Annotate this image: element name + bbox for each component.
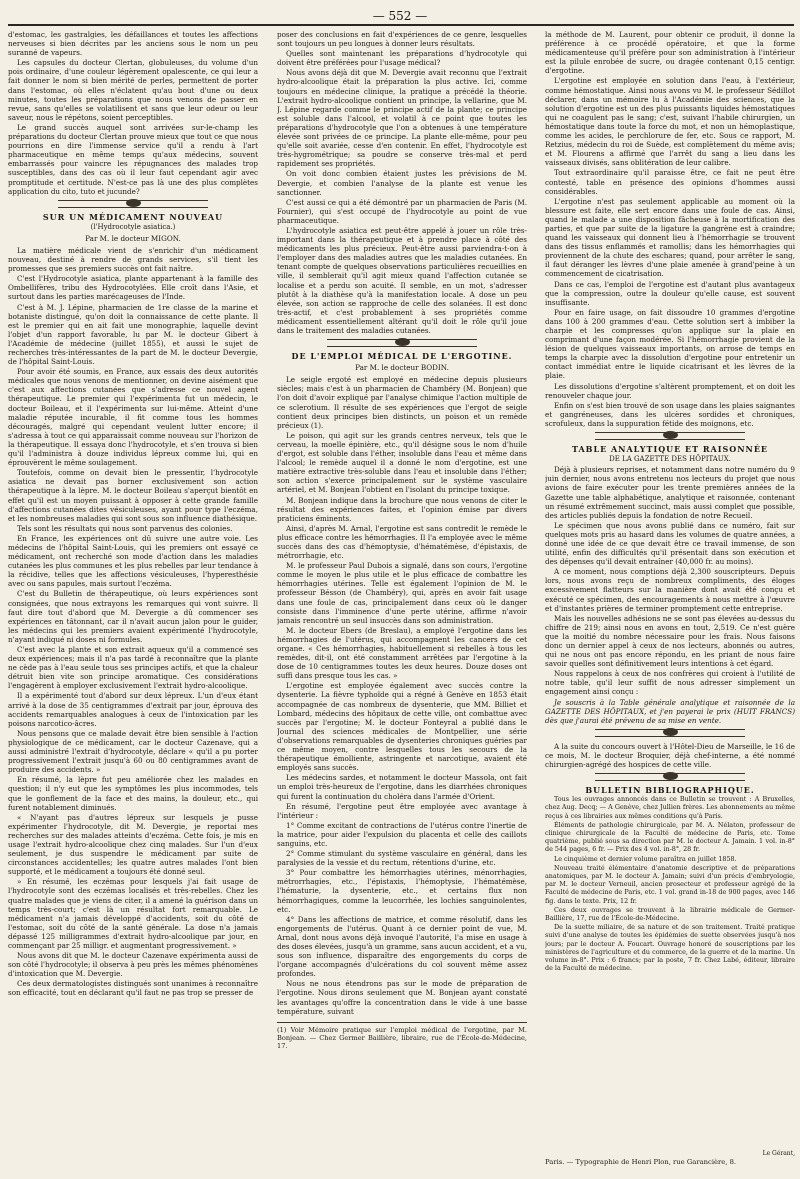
paragraph: Quelles sont maintenant les préparations d'hydrocotyle qui doivent être préférées pour l'usage médical? [277, 49, 527, 68]
paragraph: L'ergotine est employée également avec succès contre la dysenterie. La fièvre typhoïde qui a régné à Genève en 1853 était accompagnée de cas nombreux de dysenterie, que MM. Billiet et Lombard, médecins des hôpitaux de cette ville, ont combattue avec succès par l'ergotine; M. le docteur Fonteyral a publié dans le Journal des sciences médicales de Montpellier, une série d'observations remarquables de dysenteries chroniques guéries par ce même moyen, contre lesquelles tous les secours de la thérapeutique émolliente, astringente et narcotique, avaient été employés sans succès. [277, 681, 527, 773]
paragraph: C'est à M. J. Lépine, pharmacien de 1re classe de la marine et botaniste distingué, qu'on doit la connaissance de cette plante. Il est le premier qui en ait fait une monographie, laquelle devint l'objet d'un rapport favorable, lu par M. le docteur Gibert à l'Académie de médecine (juillet 1855), et aussi le sujet de recherches très-intéressantes de la part de M. le docteur Devergie, de l'hôpital Saint-Louis. [8, 302, 258, 367]
paragraph: En France, les expériences ont dû suivre une autre voie. Les médecins de l'hôpital Saint-Louis, qui les premiers ont essayé ce médicament, ont recherché son mode d'action dans les maladies cutanées les plus communes et les plus rebelles par leur tendance à la récidive, telles que les affections vésiculeuses, l'hyperesthésie avec ou sans papules, mais surtout l'eczéma. [8, 533, 258, 589]
ornament-divider [58, 200, 208, 208]
paragraph: Nous rappelons à ceux de nos confrères qui croient à l'utilité de notre table, qu'il leur suffit de nous adresser simplement un engagement ainsi conçu : [545, 669, 795, 697]
paragraph: Ainsi, d'après M. Arnal, l'ergotine est sans contredit le remède le plus efficace contre les hémorrhagies. Il l'a employée avec le même succès dans des cas d'hémoptysie, d'hématémèse, d'épistaxis, de métrorrhagie, etc. [277, 523, 527, 561]
column-1 [8, 30, 258, 1170]
bulletin-entry: Ces deux ouvrages se trouvent à la librairie médicale de Germer-Baillière, 17, rue de l'École-de-Médecine. [545, 905, 795, 923]
paragraph: 2° Comme stimulant du système vasculaire en général, dans les paralysies de la vessie et du rectum, rétentions d'urine, etc. [277, 849, 527, 868]
paragraph: Pour avoir été soumis, en France, aux essais des deux autorités médicales que nous venons de mentionner, on devine aisément que c'est aux affections cutanées que s'adresse ce nouvel agent thérapeutique. Le premier qui l'expérimenta fut un médecin, le docteur Boileau, et il l'expérimenta sur lui-même. Atteint d'une maladie réputée incurable, il fit comme tous les hommes découragés, malgré qui cependant veulent lutter encore; il s'adressa à tout ce qui apparaissait comme nouveau sur l'horizon de la thérapeutique. Il essaya donc l'hydrocotyle, et s'en trouva si bien qu'il l'administra à douze individus lépreux comme lui, qui en éprouvèrent le même soulagement. [8, 367, 258, 468]
paragraph: C'est l'Hydrocotyle asiatica, plante appartenant à la famille des Ombellifères, tribu des Hydrocotylées. Elle croît dans l'Asie, et surtout dans les parties marécageuses de l'Inde. [8, 274, 258, 302]
ornament-divider [595, 432, 745, 440]
paragraph: A la suite du concours ouvert à l'Hôtel-Dieu de Marseille, le 16 de ce mois, M. le docteur Broquier, déjà chef-interne, a été nommé chirurgien-agrégé des hospices de cette ville. [545, 741, 795, 770]
paragraph: Pour en faire usage, on fait dissoudre 10 grammes d'ergotine dans 100 à 200 grammes d'eau. Cette solution sert à imbiber la charpie et les compresses qu'on applique sur la plaie en comprimant d'une façon modérée. Si l'hémorrhagie provient de la lésion de quelques vaisseaux importants, on arrose de temps en temps la charpie avec la dissolution d'ergotine pour entretenir un contact immédiat entre le liquide cicatrisant et les lèvres de la plaie. [545, 307, 795, 381]
footnote: (1) Voir Mémoire pratique sur l'emploi médical de l'ergotine, par M. Bonjean. — Chez Germer Baillière, libraire, rue de l'École-de-Médecine, 17. [277, 1022, 527, 1051]
paragraph: La matière médicale vient de s'enrichir d'un médicament nouveau, destiné à rendre de grands services, s'il tient les promesses que ses premiers succès ont fait naître. [8, 245, 258, 274]
header-rule [8, 24, 794, 26]
section-subtitle: DE LA GAZETTE DES HÔPITAUX. [609, 455, 731, 464]
page-number: — 552 — [372, 9, 428, 23]
paragraph: On voit donc combien étaient justes les prévisions de M. Devergie, et combien l'analyse de la plante est venue les sanctionner. [277, 169, 527, 197]
paragraph: » En résumé, les eczémas pour lesquels j'ai fait usage de l'hydrocotyle sont des eczémas localisés et très-rebelles. Chez les quatre malades que je viens de citer, il a amené la guérison dans un temps très-court; c'est là un résultat fort remarquable. Le médicament n'a jamais développé d'accidents, soit du côté de l'estomac, soit du côté de la santé générale. La dose n'a jamais dépassé 125 milligrammes d'extrait hydro-alcoolique par jour, en commençant par 25 milligr. et augmentant progressivement. » [8, 877, 258, 950]
paragraph: L'ergotine n'est pas seulement applicable au moment où la blessure est faite, elle sert encore dans une foule de cas. Ainsi, quand le malade a une disposition fâcheuse à la mortification des parties, et que par suite de la ligature la gangrène est à craindre; quand les vaisseaux qui donnent lieu à l'hémorrhagie se trouvent dans des tissus enflammés et ramollis; dans les hémorrhagies qui proviennent de la chute des eschares; quand, pour arrêter le sang, il faut déranger les lèvres d'une plaie amenée à grand'peine à un commencement de cicatrisation. [545, 196, 795, 279]
ornament-divider [327, 339, 477, 347]
paragraph: 1° Comme excitant de contractions de l'utérus contre l'inertie de la matrice, pour aider l'expulsion du placenta et celle des caillots sanguins, etc. [277, 820, 527, 848]
paragraph: A ce moment, nous comptions déjà 2,300 souscripteurs. Depuis lors, nous avons reçu de nombreux compliments, des éloges excessivement flatteurs sur la manière dont avait été conçu et exécuté ce spécimen, des encouragements à nous mettre à l'œuvre et d'instantes prières de terminer promptement cette entreprise. [545, 567, 795, 613]
paragraph: Nous ne nous étendrons pas sur le mode de préparation de l'ergotine. Nous dirons seulement que M. Bonjean ayant constaté les avantages qu'offre la concentration dans le vide à une basse température, suivant [277, 979, 527, 1016]
bulletin-entry: Nouveau traité élémentaire d'anatomie descriptive et de préparations anatomiques, par M. le docteur A. Jamain; suivi d'un précis d'embryologie, par M. le docteur Verneuil, ancien prosecteur et professeur agrégé de la Faculté de médecine de Paris, etc. 1 vol. grand in-18 de 900 pages, avec 146 fig. dans le texte. Prix, 12 fr. [545, 863, 795, 905]
bulletin-entry: Le cinquième et dernier volume paraîtra en juillet 1858. [554, 854, 737, 863]
ornament-divider [595, 773, 745, 781]
paragraph: Déjà à plusieurs reprises, et notamment dans notre numéro du 9 juin dernier, nous avons entretenu nos lecteurs du projet que nous avions de faire exécuter pour les trente premières années de la Gazette une table alphabétique, analytique et raisonnée, contenant un résumé extrêmement succinct, mais aussi complet que possible, des articles publiés depuis la fondation de notre Recueil. [545, 465, 795, 520]
paragraph: En résumé, l'ergotine peut être employée avec avantage à l'intérieur : [277, 801, 527, 820]
section-title: BULLETIN BIBLIOGRAPHIQUE. [585, 785, 755, 796]
paragraph: M. le docteur Ebers (de Breslau), a employé l'ergotine dans les hémorrhagies de l'utérus, qui accompagnent les cancers de cet organe. « Ces hémorrhagies, habituellement si rebelles à tous les remèdes, dit-il, ont été constamment arrêtées par l'ergotine à la dose de 10 centigrammes toutes les deux heures. Douze doses ont suffi dans presque tous les cas. » [277, 625, 527, 681]
paragraph: Le poison, qui agit sur les grands centres nerveux, tels que le cerveau, la moelle épinière, etc., qu'il désigne sous le nom d'huile d'ergot, est soluble dans l'éther, insoluble dans l'eau et même dans l'alcool; le remède auquel il a donné le nom d'ergotine, est une matière extractive très-soluble dans l'eau et insoluble dans l'éther; son action s'exerce principalement sur le système vasculaire artériel, et M. Bonjean l'obtient en l'isolant du principe toxique. [277, 430, 527, 495]
paragraph: Mais les nouvelles adhésions ne se sont pas élevées au-dessus du chiffre de 219; ainsi nous en avons en tout, 2,519. Ce n'est guère que la moitié du nombre nécessaire pour les frais. Nous faisons donc un dernier appel à ceux de nos lecteurs, abonnés ou autres, qui ne nous ont pas encore répondu, en les priant de nous faire savoir quelles sont définitivement leurs intentions à cet égard. [545, 613, 795, 669]
article-author: Par M. le docteur MIGON. [85, 233, 181, 243]
bulletin-entry: Éléments de pathologie chirurgicale, par M. A. Nélaton, professeur de clinique chirurgicale de la Faculté de médecine de Paris, etc. Tome quatrième, publié sous sa direction par M. le docteur A. Jamain. 1 vol. in-8° de 544 pages, 6 fr. — Prix des 4 vol. in-8°, 28 fr. [545, 820, 795, 854]
paragraph: Nous avons déjà dit que M. Devergie avait reconnu que l'extrait hydro-alcoolique était la préparation la plus active. Ici, comme toujours en médecine clinique, la pratique a précédé la théorie. L'extrait hydro-alcoolique contient un principe, la vellarine, que M. J. Lépine regarde comme le principe actif de la plante; ce principe est soluble dans l'alcool, et volatil à ce point que toutes les préparations d'hydrocotyle que l'on a obtenues à une température élevée sont privées de ce principe. La plante elle-même, pour peu qu'elle soit avariée, cesse d'en contenir. En effet, l'hydrocotyle est très-hygrométrique; sa poudre se conserve très-mal et perd rapidement ses propriétés. [277, 68, 527, 169]
column-3 [545, 30, 795, 1170]
paragraph: C'est avec la plante et son extrait aqueux qu'il a commencé ses deux expériences; mais il n'a pas tardé à reconnaître que la plante ne cède pas à l'eau seule tous ses principes actifs, et que la chaleur détruit bien vite son principe aromatique. Ces considérations l'engagèrent à employer exclusivement l'extrait hydro-alcoolique. [8, 645, 258, 691]
paragraph: L'ergotine est employée en solution dans l'eau, à l'extérieur, comme hémostatique. Ainsi nous avons vu M. le professeur Sédillot déclarer, dans un mémoire lu à l'Académie des sciences, que la solution d'ergotine est un des plus puissants liquides hémostatiques qui ne coagulent pas le sang; c'est, suivant l'habile chirurgien, un hémostatique dans toute la force du mot, et non un hémoplastique, comme les acides, le perchlorure de fer, etc. Sous ce rapport, M. Retzius, médecin du roi de Suède, est complètement du même avis; et M. Flourens a affirmé que l'arrêt du sang a lieu dans les vaisseaux divisés, sans oblitération de leur calibre. [545, 76, 795, 168]
imprint-printer: Paris. — Typographie de Henri Plon, rue Garancière, 8. [545, 1158, 737, 1166]
paragraph: En résumé, la lèpre fut peu améliorée chez les malades en question; il n'y eut que les symptômes les plus incommodes, tels que le gonflement de la face et des mains, la douleur, etc., qui furent notablement diminués. [8, 775, 258, 812]
paragraph: Tout extraordinaire qu'il paraisse être, ce fait ne peut être contesté, table en présence des opinions d'hommes aussi considérables. [545, 168, 795, 196]
paragraph: Dans ce cas, l'emploi de l'ergotine est d'autant plus avantageux que la compression, outre la douleur qu'elle cause, est souvent insuffisante. [545, 279, 795, 307]
paragraph: Nous pensons que ce malade devait être bien sensible à l'action physiologique de ce médicament, car le docteur Cazenave, qui a aussi administré l'extrait d'hydrocotyle, déclare « qu'il a pu porter progressivement l'extrait jusqu'à 60 ou 80 centigrammes avant de produire des accidents. » [8, 728, 258, 775]
paragraph: C'est aussi ce qui a été démontré par un pharmacien de Paris (M. Fournier), qui s'est occupé de l'hydrocotyle au point de vue pharmaceutique. [277, 197, 527, 225]
paragraph: Enfin on s'est bien trouvé de son usage dans les plaies saignantes et gangréneuses, dans les ulcères sordides et chroniques, scrofuleux, dans la suppuration fétide des moignons, etc. [545, 400, 795, 428]
paragraph: Les médecins sardes, et notamment le docteur Massola, ont fait un emploi très-heureux de l'ergotine, dans les diarrhées chroniques qui furent la continuation du choléra dans l'armée d'Orient. [277, 773, 527, 801]
ornament-divider [595, 729, 745, 737]
paragraph: Il a expérimenté tout d'abord sur deux lépreux. L'un d'eux étant arrivé à la dose de 35 centigrammes d'extrait par jour, éprouva des accidents remarquables analogues à ceux de l'intoxication par les poisons narcotico-âcres. [8, 691, 258, 728]
column-2 [277, 30, 527, 1170]
paragraph: d'estomac, les gastralgies, les défaillances et toutes les affections nerveuses si bien décrites par les anciens sous le nom un peu suranné de vapeurs. [8, 30, 258, 58]
paragraph: Ces deux dermatologistes distingués sont unanimes à reconnaître son efficacité, tout en déclarant qu'il faut ne pas trop se presser de [8, 979, 258, 998]
paragraph: M. le professeur Paul Dubois a signalé, dans son cours, l'ergotine comme le moyen le plus utile et le plus efficace de combattre les hémorrhagies utérines. Telle est également l'opinion de M. le professeur Bésson (de Chambéry), qui, après en avoir fait usage dans une foule de cas, principalement dans ceux où le danger consiste dans l'imminence d'une perte utérine, affirme n'avoir jamais rencontré un seul insuccès dans son administration. [277, 561, 527, 625]
paragraph: C'est du Bulletin de thérapeutique, où leurs expériences sont consignées, que nous extrayons les remarques qui vont suivre. Il faut dire tout d'abord que M. Devergie a dû commencer ses expériences en tâtonnant, car il n'avait aucun jalon pour le guider, les médecins qui les premiers avaient expérimenté l'hydrocotyle, n'ayant indiqué ni doses ni formules. [8, 589, 258, 644]
bulletin-note: Tous les ouvrages annoncés dans ce Bulletin se trouvent : A Bruxelles, chez Aug. Decq; — A Genève, chez Jullien frères. Les abonnements au même reçus à ces librairies aux mêmes conditions qu'à Paris. [545, 795, 795, 820]
paragraph: Toutefois, comme on devait bien le pressentir, l'hydrocotyle asiatica ne devait pas borner exclusivement son action thérapeutique à la lèpre. M. le docteur Boileau s'aperçut bientôt en effet qu'il est un moyen puissant à opposer à cette grande famille d'affections cutanées dites vésiculeuses, ayant pour type l'eczéma, et les nombreuses maladies qui sont sous son influence diathésique. [8, 468, 258, 523]
paragraph: poser des conclusions en fait d'expériences de ce genre, lesquelles sont toujours un peu longues à donner leurs résultats. [277, 30, 527, 49]
paragraph: M. Bonjean indique dans la brochure que nous venons de citer le résultat des expériences faites, et l'opinion émise par divers praticiens éminents. [277, 495, 527, 523]
article-subtitle: (l'Hydrocotyle asiatica.) [90, 222, 176, 231]
paragraph: Les capsules du docteur Clertan, globuleuses, du volume d'un pois ordinaire, d'une couleur légèrement opalescente, ce qui leur a fait donner le nom si bien mérité de perles, permettent de porter dans l'estomac, où elles n'éclatent qu'au bout d'une ou deux minutes, toutes les préparations que nous venons de passer en revue, sans qu'elles se volatilisent et sans que leur odeur ou leur saveur, nous le répétons, soient perceptibles. [8, 58, 258, 122]
article-author: Par M. le docteur BODIN. [355, 363, 449, 373]
paragraph: 3° Pour combattre les hémorrhagies utérines, ménorrhagies, métrorrhagies, etc., l'épistaxis, l'hémoptysie, l'hématémèse, l'hématurie, la dysenterie, etc., et certains flux non hémorrhagiques, comme la leucorrhée, les lochies sanguinolentes, etc. [277, 868, 527, 914]
paragraph: Je souscris à la Table générale analytique et raisonnée de la GAZETTE DES HÔPITAUX, et j'en payerai le prix (HUIT FRANCS) dès que j'aurai été prévenu de sa mise en vente. [545, 697, 795, 725]
paragraph: la méthode de M. Laurent, pour obtenir ce produit, il donne la préférence à ce procédé opératoire, et que la forme médicamenteuse qu'il préfère pour son administration à l'intérieur est la pilule enrobée de sucre, ou dragée contenant 0,15 centigr. d'ergotine. [545, 30, 795, 76]
paragraph: Les dissolutions d'ergotine s'altèrent promptement, et on doit les renouveler chaque jour. [545, 381, 795, 400]
paragraph: L'hydrocotyle asiatica est peut-être appelé à jouer un rôle très-important dans la thérapeutique et à prendre place à côté des médicaments les plus précieux. Peut-être aussi parviendra-t-on à l'employer dans des maladies autres que les maladies cutanées. En tenant compte de quelques observations particulières recueillies en ville, il semblerait qu'il agit mieux quand l'affection cutanée se localise et a perdu son acuité. Il semble, en un mot, s'adresser plutôt à la diathèse qu'à la manifestation locale. A dose un peu élevée, son action se rapproche de celle des solanées. Il est donc très-actif, et c'est probablement à ses propriétés comme médicament essentiellement altérant qu'il doit le rôle qu'il joue dans le traitement des maladies cutanées. [277, 225, 527, 335]
paragraph: Tels sont les résultats qui nous sont parvenus des colonies. [17, 523, 233, 533]
paragraph: Nous avons dit que M. le docteur Cazenave expérimenta aussi de son côté l'hydrocotyle; il observa à peu près les mêmes phénomènes d'intoxication que M. Devergie. [8, 951, 258, 979]
paragraph: « N'ayant pas d'autres lépreux sur lesquels je pusse expérimenter l'hydrocotyle, dit M. Devergie, je reportai mes recherches sur des malades atteints d'eczéma. Cette fois, je mis en usage l'extrait hydro-alcoolique chez cinq malades. Sur l'un d'eux seulement, je dus suspendre le médicament par suite de circonstances accidentelles; les quatre autres malades l'ont bien supporté, et le médicament a toujours été donné seul. [8, 812, 258, 877]
bulletin-entry: De la suette miliaire, de sa nature et de son traitement. Traité pratique suivi d'une analyse de toutes les épidémies de suette observées jusqu'à nos jours; par le docteur A. Foucart. Ouvrage honoré de souscriptions par les ministères de l'agriculture et du commerce, de la guerre et de la marine. Un volume in-8°. Prix : 6 francs; par la poste, 7 fr. Chez Labé, éditeur, libraire de la Faculté de médecine. [545, 923, 795, 973]
paragraph: Le grand succès auquel sont arrivées sur-le-champ les préparations du docteur Clertan prouve mieux que tout ce que nous pourrions en dire l'immense service qu'il a rendu à l'art pharmaceutique en même temps qu'aux médecins, souvent embarrassés pour vaincre les répugnances des malades trop susceptibles, dans des cas où il leur faut cependant agir avec promptitude et certitude. N'est-ce pas là une des plus complètes application du cito, tuto et jucunde? [8, 122, 258, 196]
paragraph: Le seigle ergoté est employé en médecine depuis plusieurs siècles; mais c'est à un pharmacien de Chambéry (M. Bonjean) que l'on doit d'avoir expliqué par l'analyse chimique l'action multiple de ce sclerotium. Il résulte de ses expériences que l'ergot de seigle contient deux principes bien distincts, un poison et un remède précieux (1). [277, 375, 527, 430]
article-title: DE L'EMPLOI MÉDICAL DE L'ERGOTINE. [291, 351, 513, 362]
imprint-gerant: Le Gérant, [762, 1150, 795, 1157]
section-title: TABLE ANALYTIQUE ET RAISONNÉE [571, 444, 769, 455]
paragraph: Le spécimen que nous avons publié dans ce numéro, fait sur quelques mots pris au hasard dans les volumes de quatre années, a donné une idée de ce que devait être ce travail immense, de son utilité, enfin des difficultés qu'il présentait dans son exécution et des dépenses qu'il devait entraîner (40,000 fr. au moins). [545, 520, 795, 567]
article-title: SUR UN MÉDICAMENT NOUVEAU [42, 211, 224, 222]
paragraph: 4° Dans les affections de matrice, et comme résolutif, dans les engorgements de l'utérus. Quant à ce dernier point de vue, M. Arnal, dont nous avons déjà invoqué l'autorité, l'a mise en usage à des doses élevées, jusqu'à un gramme, sans aucun accident, et a vu, sous son influence, disparaître des engorgements du corps de l'organe accompagnés d'ulcérations du col souvent même assez profondes. [277, 914, 527, 979]
